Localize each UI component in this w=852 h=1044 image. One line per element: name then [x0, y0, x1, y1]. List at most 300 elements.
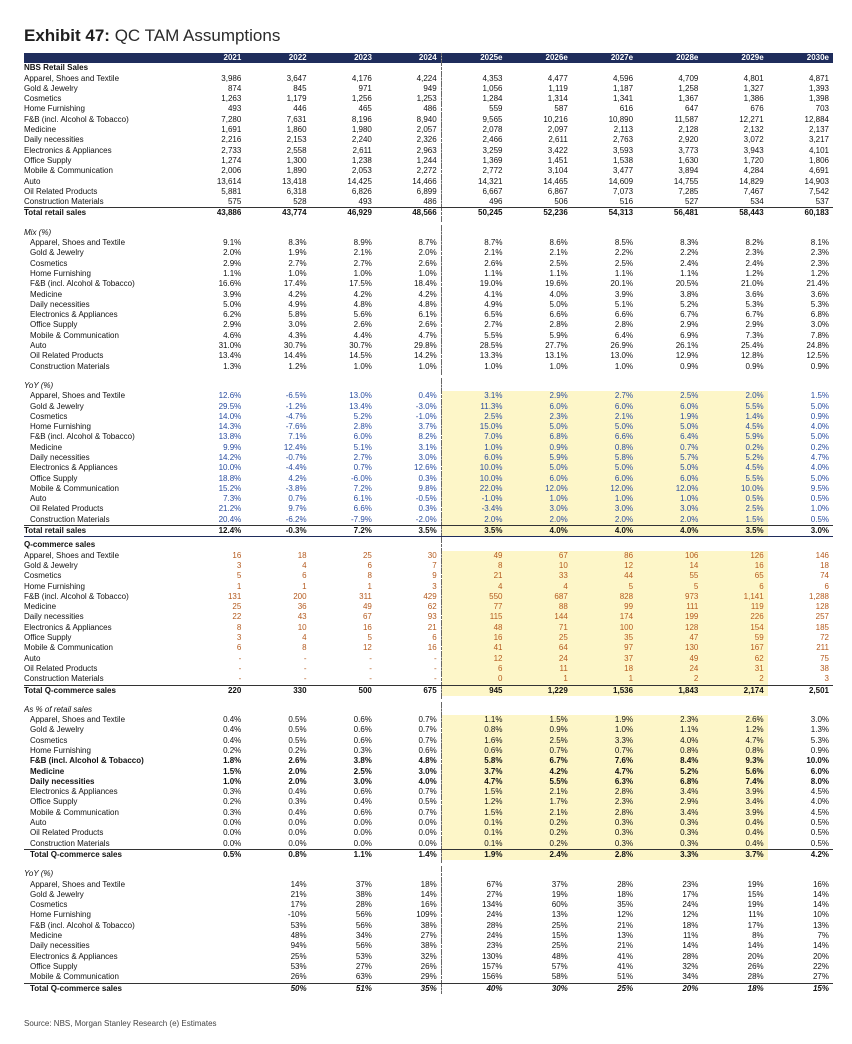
table-row	[24, 279, 833, 289]
cell-value: 6.1%	[376, 310, 441, 320]
cell-value: 8	[441, 561, 506, 571]
cell-value: 1,274	[221, 155, 242, 165]
cell-value: 3.5%	[702, 526, 767, 537]
cell-value: 0.3%	[223, 787, 242, 797]
cell-value: 0.8%	[702, 746, 767, 756]
cell-value	[702, 228, 767, 238]
cell-value: 3.7%	[702, 849, 767, 860]
cell-value: 2.3%	[637, 715, 702, 725]
table-row	[24, 602, 833, 612]
subsection-row	[24, 705, 833, 715]
row-label: Cosmetics	[30, 258, 68, 268]
row-label: Cosmetics	[30, 411, 68, 421]
cell-value: 57%	[551, 961, 568, 971]
row-label: F&B (incl. Alcohol & Tobacco)	[24, 114, 129, 124]
cell-value: -1.2%	[285, 401, 307, 411]
cell-value: 0.3%	[572, 839, 637, 850]
table-row	[24, 443, 833, 453]
cell-value: 0.5%	[810, 828, 829, 838]
cell-value: 2.0%	[288, 766, 307, 776]
cell-value: 9.3%	[702, 756, 767, 766]
cell-value: 25	[506, 633, 571, 643]
year-header: 2021	[180, 53, 245, 63]
cell-value: 25%	[551, 941, 568, 951]
cell-value	[572, 63, 637, 73]
year-header: 2022	[245, 53, 310, 63]
spacer-row	[24, 696, 833, 705]
cell-value	[572, 705, 637, 715]
cell-value: 6	[702, 582, 767, 592]
cell-value: 25.4%	[740, 341, 764, 351]
cell-value: 211	[816, 643, 829, 653]
cell-value: 5.0%	[506, 422, 571, 432]
cell-value: 2.5%	[549, 258, 568, 268]
cell-value: 25	[362, 550, 372, 560]
cell-value	[180, 219, 245, 228]
cell-value	[572, 696, 637, 705]
cell-value	[768, 372, 833, 381]
cell-value: 2.9%	[223, 258, 242, 268]
cell-value	[180, 705, 245, 715]
cell-value: 1.0%	[353, 268, 372, 278]
cell-value: 2,611	[548, 135, 568, 145]
cell-value: 0.3%	[376, 504, 441, 514]
cell-value: 1,538	[613, 155, 634, 165]
cell-value: 1.1%	[223, 268, 242, 278]
cell-value: 27%	[355, 961, 372, 971]
table-row	[24, 391, 833, 401]
cell-value: 3.1%	[376, 443, 441, 453]
cell-value	[702, 705, 767, 715]
cell-value: 14,609	[608, 176, 634, 186]
cell-value	[311, 705, 376, 715]
cell-value: 2.4%	[745, 258, 764, 268]
row-label: Office Supply	[30, 961, 78, 971]
cell-value: 6.0%	[637, 474, 702, 484]
cell-value	[441, 869, 506, 879]
cell-value: 3,259	[482, 145, 503, 155]
cell-value: 2.0%	[441, 515, 506, 526]
cell-value: 8.7%	[484, 238, 503, 248]
cell-value: 17%	[682, 889, 699, 899]
cell-value: 1.0%	[637, 494, 702, 504]
cell-value: 126	[702, 551, 767, 561]
cell-value: 1.1%	[637, 725, 702, 735]
cell-value: 0.9%	[810, 361, 829, 371]
cell-value: 6,667	[482, 186, 503, 196]
cell-value: 0.5%	[288, 725, 307, 735]
cell-value	[376, 705, 441, 715]
cell-value: 3.9%	[223, 289, 242, 299]
cell-value: 128	[637, 623, 702, 633]
cell-value: 3.0%	[810, 715, 829, 725]
cell-value: 24%	[486, 910, 503, 920]
cell-value: 6.8%	[810, 310, 829, 320]
cell-value: 56%	[355, 910, 372, 920]
cell-value: 12.6%	[376, 463, 441, 473]
cell-value: 1.0%	[288, 268, 307, 278]
cell-value: 6.0%	[572, 402, 637, 412]
cell-value: 11%	[748, 910, 764, 920]
cell-value	[768, 63, 833, 73]
row-label: Cosmetics	[24, 571, 62, 581]
cell-value: 47	[637, 633, 702, 643]
cell-value: 1.0%	[549, 361, 568, 371]
cell-value	[637, 696, 702, 705]
cell-value: 3.0%	[376, 767, 441, 777]
cell-value: 2.6%	[376, 259, 441, 269]
cell-value: 12%	[617, 910, 634, 920]
cell-value: 5.0%	[549, 299, 568, 309]
table-row	[24, 104, 833, 114]
cell-value: 8.1%	[810, 238, 829, 248]
table-row	[24, 269, 833, 279]
cell-value: 67	[506, 551, 571, 561]
cell-value: 7%	[817, 931, 829, 941]
cell-value	[245, 705, 310, 715]
cell-value: 26%	[747, 961, 764, 971]
cell-value: 0.1%	[441, 828, 506, 838]
cell-value: 575	[227, 197, 242, 207]
row-label: Medicine	[30, 931, 63, 941]
cell-value: 15%	[747, 889, 764, 899]
cell-value: 6.1%	[353, 494, 372, 504]
cell-value: 1.2%	[810, 268, 829, 278]
cell-value: 6	[302, 571, 307, 581]
cell-value: 4,176	[351, 73, 372, 83]
cell-value: 7,542	[808, 186, 829, 196]
cell-value: 14.5%	[349, 351, 372, 361]
cell-value: 115	[441, 612, 506, 622]
cell-value: 9.1%	[223, 238, 242, 248]
cell-value: 257	[815, 612, 829, 622]
cell-value: 2.0%	[288, 776, 307, 786]
cell-value: 1.9%	[572, 715, 637, 725]
cell-value: 4.7%	[441, 777, 506, 787]
cell-value: 0.2%	[506, 839, 571, 850]
table-row	[24, 504, 833, 514]
cell-value	[572, 869, 637, 879]
cell-value: 5.9%	[549, 330, 568, 340]
cell-value: 16	[441, 633, 506, 643]
cell-value: 1.5%	[441, 787, 506, 797]
cell-value: 0.4%	[702, 828, 767, 838]
cell-value: 828	[572, 592, 637, 602]
cell-value: 97	[572, 643, 637, 653]
cell-value: 6.6%	[572, 432, 637, 442]
row-label: Mobile & Communication	[24, 643, 113, 653]
cell-value: 59	[702, 633, 767, 643]
cell-value: 2.9%	[637, 797, 702, 807]
cell-value: 18	[297, 550, 307, 560]
cell-value: 2.7%	[572, 391, 637, 401]
cell-value: 12.0%	[572, 484, 637, 494]
cell-value	[441, 540, 506, 550]
cell-value: 0.0%	[376, 828, 441, 838]
cell-value: 1,263	[221, 94, 242, 104]
cell-value: 5.5%	[506, 777, 571, 787]
cell-value: 37%	[551, 879, 568, 889]
cell-value: 25	[232, 602, 242, 612]
row-label: Mix (%)	[24, 227, 52, 237]
cell-value: 3	[236, 633, 242, 643]
table-row	[24, 177, 833, 187]
cell-value: 50,245	[441, 208, 506, 219]
cell-value: 19%	[551, 889, 568, 899]
cell-value: -1.0%	[441, 494, 506, 504]
cell-value: 4,596	[613, 73, 634, 83]
cell-value: 0.4%	[288, 787, 307, 797]
cell-value: 2.0%	[637, 515, 702, 526]
cell-value: 3,593	[613, 145, 634, 155]
header-corner	[24, 53, 180, 63]
cell-value: 6	[236, 643, 242, 653]
cell-value	[311, 63, 376, 73]
row-label: Apparel, Shoes and Textile	[24, 550, 120, 560]
cell-value: 4.0%	[506, 526, 571, 537]
cell-value: 15.0%	[441, 422, 506, 432]
cell-value: 3	[824, 674, 829, 684]
cell-value: 26%	[290, 972, 307, 982]
cell-value: 2.3%	[810, 258, 829, 268]
row-label: Oil Related Products	[24, 663, 98, 673]
row-label: Construction Materials	[30, 514, 110, 524]
cell-value: 7.8%	[810, 330, 829, 340]
table-row	[24, 290, 833, 300]
cell-value: 19%	[747, 879, 764, 889]
cell-value: 15%	[551, 931, 568, 941]
cell-value: 48	[441, 623, 506, 633]
cell-value: 28%	[355, 900, 372, 910]
total-row	[24, 685, 833, 696]
cell-value: 6.9%	[680, 330, 699, 340]
cell-value: 3	[236, 560, 242, 570]
cell-value: 1,386	[743, 94, 764, 104]
cell-value: 6.6%	[614, 310, 634, 320]
table-row	[24, 484, 833, 494]
cell-value: 2.6%	[376, 320, 441, 330]
table-row	[24, 890, 833, 900]
cell-value	[637, 540, 702, 550]
cell-value: 0.6%	[441, 746, 506, 756]
row-label: Apparel, Shoes and Textile	[30, 391, 126, 401]
cell-value: 527	[685, 197, 699, 207]
row-label: Electronics & Appliances	[24, 622, 112, 632]
cell-value: 0.7%	[376, 715, 441, 725]
cell-value: 1.0%	[572, 725, 637, 735]
cell-value: 0.4%	[376, 391, 441, 401]
cell-value: 14,465	[543, 176, 568, 186]
cell-value: 1.1%	[680, 268, 699, 278]
cell-value: 75	[820, 653, 829, 663]
row-label: Electronics & Appliances	[30, 787, 118, 797]
cell-value: 5.5%	[484, 330, 503, 340]
cell-value	[376, 869, 441, 879]
cell-value: 2.8%	[353, 422, 372, 432]
table-row	[24, 310, 833, 320]
cell-value: 2.8%	[572, 808, 637, 818]
row-label: Home Furnishing	[24, 104, 85, 114]
cell-value: 2,057	[376, 125, 441, 135]
table-row	[24, 746, 833, 756]
cell-value: 14	[637, 561, 702, 571]
cell-value: 6.7%	[680, 310, 699, 320]
row-label: Medicine	[30, 766, 65, 776]
cell-value: 2.9%	[745, 320, 764, 330]
cell-value	[311, 869, 376, 879]
cell-value: 10	[506, 561, 571, 571]
cell-value: 11%	[682, 931, 699, 941]
cell-value: 2,272	[376, 166, 441, 176]
cell-value: 8.3%	[680, 238, 699, 248]
cell-value: -3.8%	[285, 483, 307, 493]
total-row	[24, 849, 833, 860]
cell-value: 675	[376, 685, 441, 696]
table-row	[24, 962, 833, 972]
cell-value: 1,720	[743, 155, 764, 165]
cell-value	[702, 372, 767, 381]
cell-value	[245, 869, 310, 879]
cell-value: 41%	[617, 951, 634, 961]
cell-value: 15.2%	[218, 483, 242, 493]
cell-value: 88	[506, 602, 571, 612]
cell-value: 40%	[441, 983, 506, 994]
cell-value: 2.6%	[288, 756, 307, 766]
table-row	[24, 300, 833, 310]
cell-value: 5	[572, 582, 637, 592]
cell-value: 0.0%	[353, 838, 372, 848]
cell-value: 43,886	[180, 208, 245, 219]
row-label: YoY (%)	[24, 869, 54, 879]
cell-value: 99	[572, 602, 637, 612]
cell-value: 0.0%	[288, 828, 307, 838]
cell-value: 38%	[376, 921, 441, 931]
cell-value: 0.3%	[376, 474, 441, 484]
cell-value	[376, 860, 441, 869]
cell-value: 7.4%	[702, 777, 767, 787]
cell-value: 1.0%	[614, 361, 634, 371]
cell-value: 2.9%	[223, 320, 242, 330]
cell-value: 1.9%	[441, 849, 506, 860]
cell-value: 2	[637, 674, 702, 685]
cell-value: 51%	[311, 983, 376, 994]
cell-value: 2,240	[351, 135, 372, 145]
table-row	[24, 551, 833, 561]
cell-value: 4,224	[376, 74, 441, 84]
cell-value: 874	[227, 83, 242, 93]
row-label: Cosmetics	[30, 900, 68, 910]
cell-value: 33	[506, 571, 571, 581]
cell-value: 5	[236, 571, 242, 581]
cell-value: 24.8%	[806, 341, 829, 351]
cell-value: 1,536	[572, 685, 637, 696]
cell-value: 5.5%	[702, 474, 767, 484]
cell-value: 4.0%	[810, 463, 829, 473]
cell-value	[376, 540, 441, 550]
cell-value: 6	[824, 581, 829, 591]
cell-value	[180, 972, 245, 983]
cell-value: 486	[376, 197, 441, 208]
table-row	[24, 341, 833, 351]
row-label: Apparel, Shoes and Textile	[30, 715, 126, 725]
cell-value: 17%	[747, 920, 764, 930]
cell-value: 5.3%	[745, 299, 764, 309]
cell-value: 1,630	[678, 155, 699, 165]
cell-value: 25%	[290, 951, 307, 961]
cell-value: 1.5%	[810, 391, 829, 401]
cell-value: 2.1%	[506, 808, 571, 818]
cell-value: 0.0%	[223, 828, 242, 838]
cell-value: 1	[367, 581, 372, 591]
table-row	[24, 931, 833, 941]
cell-value: 109%	[376, 910, 441, 920]
row-label: Medicine	[24, 602, 57, 612]
cell-value: 0.8%	[572, 443, 637, 453]
cell-value: 0.4%	[702, 818, 767, 828]
cell-value: 21.0%	[740, 279, 764, 289]
year-header: 2028e	[637, 53, 702, 63]
cell-value: -0.3%	[245, 526, 310, 537]
cell-value: 16.6%	[218, 279, 242, 289]
cell-value: 31	[702, 664, 767, 674]
cell-value: 3.9%	[702, 787, 767, 797]
cell-value: 67	[362, 612, 372, 622]
source-note: Source: NBS, Morgan Stanley Research (e) Estimates	[24, 1019, 217, 1028]
cell-value: 111	[637, 602, 702, 612]
cell-value: 4	[441, 582, 506, 592]
cell-value: 10%	[812, 910, 829, 920]
cell-value: 4.8%	[353, 299, 372, 309]
cell-value: 5.0%	[810, 473, 829, 483]
cell-value: 5	[367, 633, 372, 643]
cell-value: 1.1%	[484, 268, 503, 278]
cell-value: 6,318	[286, 186, 307, 196]
table-row	[24, 402, 833, 412]
cell-value: 506	[554, 197, 568, 207]
cell-value: 4,691	[808, 166, 829, 176]
row-label: Cosmetics	[24, 94, 62, 104]
cell-value: -4.7%	[285, 411, 307, 421]
table-row	[24, 654, 833, 664]
cell-value: 4	[302, 560, 307, 570]
cell-value: 10.0%	[218, 463, 242, 473]
cell-value: 4,477	[547, 73, 568, 83]
cell-value	[376, 372, 441, 381]
cell-value: 24	[637, 664, 702, 674]
cell-value: 0	[441, 674, 506, 685]
cell-value: 1,056	[482, 83, 503, 93]
cell-value: 12.8%	[740, 351, 764, 361]
cell-value	[311, 219, 376, 228]
cell-value: 2.4%	[680, 258, 699, 268]
cell-value: 4.2%	[506, 767, 571, 777]
cell-value: 10,890	[608, 114, 634, 124]
cell-value: 0.3%	[572, 828, 637, 838]
cell-value: 2,216	[221, 135, 242, 145]
cell-value	[768, 540, 833, 550]
cell-value: 0.9%	[680, 361, 699, 371]
cell-value: 29.5%	[218, 401, 242, 411]
cell-value: 3.8%	[353, 756, 372, 766]
table-row	[24, 561, 833, 571]
cell-value: 6.0%	[506, 474, 571, 484]
cell-value: 0.1%	[441, 818, 506, 828]
cell-value	[506, 869, 571, 879]
cell-value: 30%	[506, 983, 571, 994]
table-row	[24, 941, 833, 951]
row-label: Auto	[24, 176, 41, 186]
cell-value: 94%	[290, 941, 307, 951]
